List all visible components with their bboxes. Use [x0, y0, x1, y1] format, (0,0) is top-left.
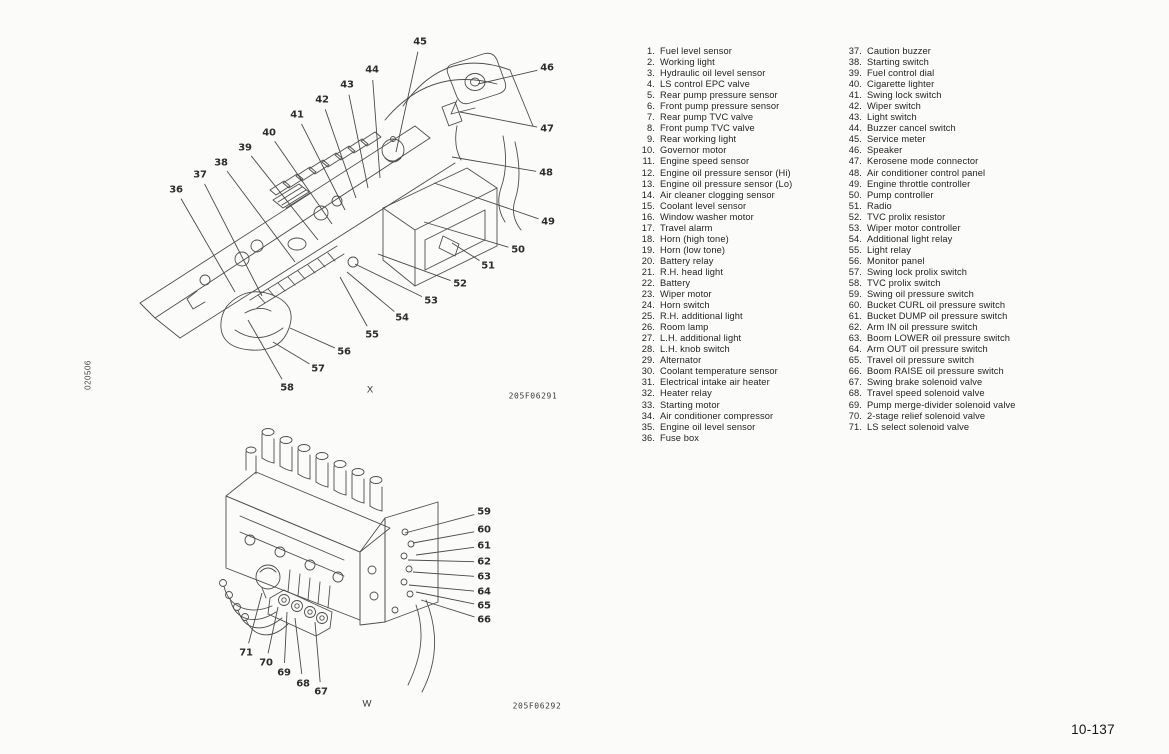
parts-list-item	[845, 168, 1065, 179]
parts-item-label: Starting switch	[867, 57, 929, 68]
parts-item-number: 21.	[641, 266, 655, 277]
parts-item-label: Governor motor	[660, 145, 727, 156]
parts-item-label: Horn (high tone)	[660, 233, 729, 244]
parts-item-label: Wiper switch	[867, 101, 921, 112]
parts-list-item	[638, 311, 838, 322]
parts-item-number: 60.	[848, 300, 862, 311]
parts-item-number: 12.	[641, 167, 655, 178]
parts-item-label: Alternator	[660, 355, 702, 366]
parts-item-number: 66.	[848, 366, 862, 377]
parts-item-label: Boom LOWER oil pressure switch	[867, 333, 1011, 344]
parts-item-label: Radio	[867, 200, 892, 211]
parts-item-label: Engine oil level sensor	[660, 421, 756, 432]
parts-item-label: Rear pump pressure sensor	[660, 90, 778, 101]
parts-item-number: 57.	[848, 266, 862, 277]
figure2-view-label: W	[362, 698, 372, 710]
callout-49: 49	[541, 216, 555, 228]
parts-list-item	[845, 90, 1065, 101]
parts-list-item	[845, 223, 1065, 234]
parts-list-item	[845, 156, 1065, 167]
parts-list-item	[845, 422, 1065, 433]
parts-item-label: Engine speed sensor	[660, 156, 750, 167]
callout-44: 44	[365, 64, 379, 76]
parts-item-number: 62.	[848, 322, 862, 333]
parts-list-item	[845, 322, 1065, 333]
parts-item-number: 48.	[848, 167, 862, 178]
parts-list-item	[638, 333, 838, 344]
parts-item-label: Swing brake solenoid valve	[867, 377, 983, 388]
parts-item-number: 2.	[647, 57, 655, 68]
parts-item-number: 61.	[848, 311, 862, 322]
parts-list-item	[638, 377, 838, 388]
parts-item-number: 5.	[647, 90, 655, 101]
parts-list-item	[845, 179, 1065, 190]
spine-code: 020506	[83, 360, 93, 390]
parts-item-number: 3.	[647, 68, 655, 79]
callout-66: 66	[477, 614, 491, 626]
parts-item-number: 18.	[641, 233, 655, 244]
parts-item-number: 51.	[848, 200, 862, 211]
parts-list-item	[638, 300, 838, 311]
parts-item-number: 4.	[647, 79, 655, 90]
parts-list-item	[845, 190, 1065, 201]
parts-item-label: R.H. additional light	[660, 311, 743, 322]
parts-item-label: Electrical intake air heater	[660, 377, 770, 388]
parts-item-label: Rear pump TVC valve	[660, 112, 754, 123]
parts-item-label: Swing lock switch	[867, 90, 942, 101]
parts-item-number: 23.	[641, 289, 655, 300]
parts-item-number: 64.	[848, 344, 862, 355]
parts-item-number: 33.	[641, 399, 655, 410]
parts-list-item	[845, 388, 1065, 399]
parts-item-number: 34.	[641, 410, 655, 421]
parts-item-label: Window washer motor	[660, 211, 754, 222]
callout-36: 36	[169, 184, 183, 196]
callout-71: 71	[239, 647, 253, 659]
parts-list-item	[638, 90, 838, 101]
parts-item-label: Swing lock prolix switch	[867, 266, 968, 277]
page-number: 10-137	[1071, 722, 1115, 737]
parts-item-number: 45.	[848, 134, 862, 145]
parts-item-label: Horn switch	[660, 300, 710, 311]
parts-item-label: Fuel control dial	[867, 68, 935, 79]
parts-item-label: Speaker	[867, 145, 903, 156]
callout-45: 45	[413, 36, 427, 48]
control-valve-drawing	[200, 420, 570, 720]
parts-item-label: 2-stage relief solenoid valve	[867, 410, 986, 421]
parts-list-item	[638, 168, 838, 179]
parts-list-item	[845, 256, 1065, 267]
callout-60: 60	[477, 524, 491, 536]
callout-67: 67	[314, 686, 328, 698]
parts-item-number: 9.	[647, 134, 655, 145]
callout-47: 47	[540, 123, 554, 135]
parts-item-label: Buzzer cancel switch	[867, 123, 956, 134]
parts-list-item	[638, 411, 838, 422]
parts-item-label: Travel oil pressure switch	[867, 355, 975, 366]
parts-item-label: Light relay	[867, 244, 911, 255]
parts-item-label: Bucket CURL oil pressure switch	[867, 300, 1006, 311]
parts-item-number: 71.	[848, 421, 862, 432]
parts-list-item	[638, 46, 838, 57]
parts-list-item	[638, 190, 838, 201]
parts-item-label: Heater relay	[660, 388, 712, 399]
parts-item-label: Hydraulic oil level sensor	[660, 68, 766, 79]
parts-list-item	[638, 344, 838, 355]
parts-list-item	[845, 267, 1065, 278]
parts-list-item	[845, 145, 1065, 156]
callout-51: 51	[481, 260, 495, 272]
parts-item-number: 32.	[641, 388, 655, 399]
parts-item-label: Travel alarm	[660, 222, 713, 233]
parts-item-label: Front pump TVC valve	[660, 123, 755, 134]
parts-item-number: 68.	[848, 388, 862, 399]
parts-list-item	[845, 333, 1065, 344]
parts-item-number: 53.	[848, 222, 862, 233]
parts-list-item	[638, 201, 838, 212]
parts-item-label: Working light	[660, 57, 715, 68]
parts-item-number: 20.	[641, 255, 655, 266]
parts-item-label: Coolant temperature sensor	[660, 366, 778, 377]
parts-item-number: 42.	[848, 101, 862, 112]
parts-list-item	[845, 201, 1065, 212]
parts-item-number: 15.	[641, 200, 655, 211]
parts-item-number: 46.	[848, 145, 862, 156]
parts-item-number: 11.	[642, 156, 655, 167]
parts-item-number: 37.	[848, 46, 862, 56]
parts-item-number: 31.	[641, 377, 655, 388]
parts-item-number: 17.	[641, 222, 655, 233]
parts-item-label: L.H. additional light	[660, 333, 742, 344]
parts-list-item	[845, 411, 1065, 422]
callout-37: 37	[193, 169, 207, 181]
parts-item-label: Air conditioner compressor	[660, 410, 774, 421]
parts-item-number: 40.	[848, 79, 862, 90]
parts-item-label: Kerosene mode connector	[867, 156, 979, 167]
parts-list-item	[638, 212, 838, 223]
figure2-code: 205F06292	[512, 701, 562, 711]
parts-list-item	[638, 422, 838, 433]
callout-63: 63	[477, 571, 491, 583]
parts-item-label: Front pump pressure sensor	[660, 101, 780, 112]
parts-list-item	[638, 123, 838, 134]
parts-list-item	[638, 355, 838, 366]
console-wiring-drawing	[85, 8, 585, 413]
parts-item-number: 29.	[641, 355, 655, 366]
parts-list-item	[638, 245, 838, 256]
parts-item-label: R.H. head light	[660, 266, 723, 277]
parts-item-label: Fuse box	[660, 432, 700, 443]
callout-61: 61	[477, 540, 491, 552]
parts-item-number: 25.	[641, 311, 655, 322]
parts-item-label: Horn (low tone)	[660, 244, 726, 255]
parts-item-label: LS select solenoid valve	[867, 421, 970, 432]
parts-list-item	[845, 344, 1065, 355]
parts-list-item	[845, 234, 1065, 245]
parts-item-number: 39.	[848, 68, 862, 79]
callout-70: 70	[259, 657, 273, 669]
parts-item-number: 41.	[848, 90, 862, 101]
parts-item-number: 69.	[848, 399, 862, 410]
parts-list-item	[638, 278, 838, 289]
parts-list-item	[638, 267, 838, 278]
parts-item-number: 35.	[641, 421, 655, 432]
parts-item-label: Air conditioner control panel	[867, 167, 986, 178]
parts-list-item	[638, 156, 838, 167]
callout-54: 54	[395, 312, 409, 324]
figure1-view-label: X	[366, 384, 374, 396]
parts-item-number: 36.	[641, 432, 655, 443]
parts-item-number: 16.	[641, 211, 655, 222]
parts-list-item	[845, 300, 1065, 311]
callout-50: 50	[511, 244, 525, 256]
parts-item-number: 67.	[848, 377, 862, 388]
parts-item-label: Wiper motor	[660, 289, 712, 300]
parts-item-label: Engine oil pressure sensor (Lo)	[660, 178, 793, 189]
parts-list-item	[845, 400, 1065, 411]
parts-item-label: TVC prolix switch	[867, 277, 941, 288]
parts-list-item	[845, 79, 1065, 90]
callout-59: 59	[477, 506, 491, 518]
parts-list-item	[638, 145, 838, 156]
parts-list-item	[638, 101, 838, 112]
parts-item-label: Light switch	[867, 112, 917, 123]
parts-item-label: Engine oil pressure sensor (Hi)	[660, 167, 791, 178]
callout-56: 56	[337, 346, 351, 358]
parts-item-label: Fuel level sensor	[660, 46, 732, 56]
parts-list-item	[638, 68, 838, 79]
parts-item-label: Arm OUT oil pressure switch	[867, 344, 988, 355]
callout-39: 39	[238, 142, 252, 154]
parts-list-right-column	[845, 46, 1065, 433]
parts-list-item	[845, 289, 1065, 300]
parts-list-left-column	[638, 46, 838, 444]
parts-list-item	[638, 179, 838, 190]
parts-item-number: 52.	[848, 211, 862, 222]
parts-list-item	[845, 366, 1065, 377]
callout-69: 69	[277, 667, 291, 679]
parts-item-number: 10.	[641, 145, 655, 156]
parts-list-item	[638, 433, 838, 444]
parts-item-label: Service meter	[867, 134, 926, 145]
parts-list-item	[638, 366, 838, 377]
parts-item-number: 55.	[848, 244, 862, 255]
callout-64: 64	[477, 586, 491, 598]
parts-item-number: 13.	[641, 178, 655, 189]
parts-item-label: Coolant level sensor	[660, 200, 747, 211]
callout-43: 43	[340, 79, 354, 91]
parts-item-label: Battery relay	[660, 255, 714, 266]
parts-list-item	[638, 388, 838, 399]
parts-item-label: Cigarette lighter	[867, 79, 935, 90]
parts-item-number: 19.	[641, 244, 655, 255]
parts-item-number: 38.	[848, 57, 862, 68]
parts-item-number: 56.	[848, 255, 862, 266]
parts-item-label: Rear working light	[660, 134, 737, 145]
parts-list-item	[638, 79, 838, 90]
parts-item-label: Travel speed solenoid valve	[867, 388, 985, 399]
parts-item-label: Arm IN oil pressure switch	[867, 322, 978, 333]
parts-item-number: 63.	[848, 333, 862, 344]
parts-item-number: 59.	[848, 289, 862, 300]
parts-item-number: 54.	[848, 233, 862, 244]
parts-item-label: Air cleaner clogging sensor	[660, 189, 775, 200]
parts-item-number: 14.	[641, 189, 655, 200]
parts-item-number: 22.	[641, 277, 655, 288]
parts-list-item	[845, 101, 1065, 112]
parts-item-label: Swing oil pressure switch	[867, 289, 974, 300]
callout-42: 42	[315, 94, 329, 106]
parts-list-item	[638, 256, 838, 267]
parts-item-number: 43.	[848, 112, 862, 123]
callout-58: 58	[280, 382, 294, 394]
parts-list-item	[845, 245, 1065, 256]
parts-item-number: 7.	[647, 112, 655, 123]
parts-list-item	[638, 289, 838, 300]
parts-list-item	[638, 322, 838, 333]
parts-item-number: 44.	[848, 123, 862, 134]
parts-list-item	[638, 223, 838, 234]
callout-48: 48	[539, 167, 553, 179]
parts-list-item	[638, 134, 838, 145]
parts-list-item	[845, 123, 1065, 134]
parts-item-number: 50.	[848, 189, 862, 200]
parts-item-number: 65.	[848, 355, 862, 366]
parts-item-label: L.H. knob switch	[660, 344, 730, 355]
parts-item-label: Additional light relay	[867, 233, 953, 244]
parts-item-number: 58.	[848, 277, 862, 288]
parts-list-item	[638, 234, 838, 245]
parts-list-item	[845, 68, 1065, 79]
callout-46: 46	[540, 62, 554, 74]
parts-list-item	[638, 112, 838, 123]
parts-item-number: 47.	[848, 156, 862, 167]
parts-item-number: 24.	[641, 300, 655, 311]
parts-item-label: Room lamp	[660, 322, 709, 333]
parts-item-label: Engine throttle controller	[867, 178, 971, 189]
callout-62: 62	[477, 556, 491, 568]
callout-68: 68	[296, 678, 310, 690]
callout-65: 65	[477, 600, 491, 612]
parts-item-label: Starting motor	[660, 399, 720, 410]
parts-item-number: 49.	[848, 178, 862, 189]
parts-item-label: Caution buzzer	[867, 46, 931, 56]
callout-53: 53	[424, 295, 438, 307]
parts-list-item	[845, 311, 1065, 322]
parts-item-number: 6.	[647, 101, 655, 112]
parts-list-item	[638, 400, 838, 411]
parts-list-item	[845, 134, 1065, 145]
parts-list-item	[845, 212, 1065, 223]
parts-item-label: Pump merge-divider solenoid valve	[867, 399, 1016, 410]
callout-52: 52	[453, 278, 467, 290]
parts-list-item	[845, 355, 1065, 366]
parts-list-item	[845, 377, 1065, 388]
callout-40: 40	[262, 127, 276, 139]
parts-list-item	[638, 57, 838, 68]
parts-item-label: Wiper motor controller	[867, 222, 961, 233]
parts-item-number: 1.	[647, 46, 655, 56]
parts-item-label: Bucket DUMP oil pressure switch	[867, 311, 1008, 322]
callout-38: 38	[214, 157, 228, 169]
parts-list-item	[845, 112, 1065, 123]
parts-item-label: TVC prolix resistor	[867, 211, 946, 222]
parts-item-number: 27.	[641, 333, 655, 344]
parts-item-label: Pump controller	[867, 189, 934, 200]
parts-item-label: Boom RAISE oil pressure switch	[867, 366, 1004, 377]
parts-list-item	[845, 57, 1065, 68]
parts-item-label: Monitor panel	[867, 255, 925, 266]
parts-item-number: 70.	[848, 410, 862, 421]
parts-item-label: LS control EPC valve	[660, 79, 750, 90]
parts-item-number: 28.	[641, 344, 655, 355]
callout-57: 57	[311, 363, 325, 375]
figure1-code: 205F06291	[508, 391, 558, 401]
parts-item-number: 8.	[647, 123, 655, 134]
parts-list-item	[845, 278, 1065, 289]
callout-41: 41	[290, 109, 304, 121]
parts-item-number: 26.	[641, 322, 655, 333]
parts-list-item	[845, 46, 1065, 57]
parts-item-label: Battery	[660, 277, 691, 288]
callout-55: 55	[365, 329, 379, 341]
parts-item-number: 30.	[641, 366, 655, 377]
